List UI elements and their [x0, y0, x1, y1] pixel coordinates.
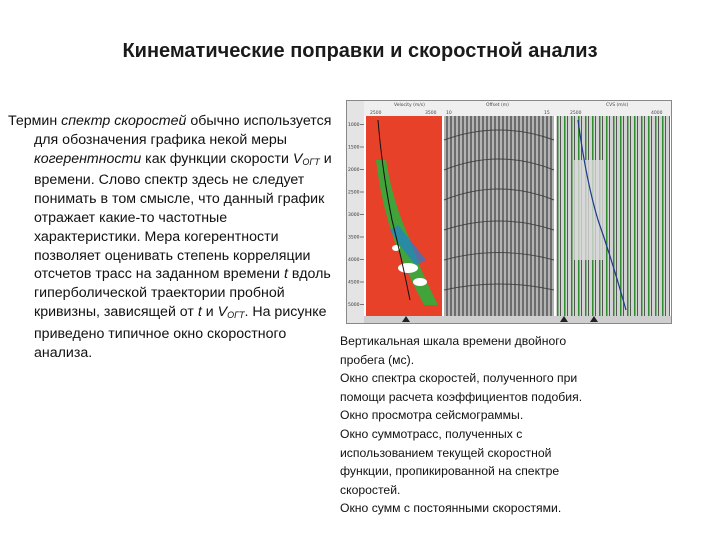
subscript-cdp: ОГТ [302, 156, 320, 167]
slide-title: Кинематические поправки и скоростной анализ [122, 40, 598, 62]
symbol-v: V [217, 303, 228, 320]
term-velocity-spectrum: спектр скоростей [61, 113, 187, 129]
x-tick-label: 2500 [370, 111, 382, 116]
y-tick-label: 2500 [348, 190, 360, 196]
caption-line: скоростей. [340, 482, 401, 497]
caption-line: использованием текущей скоростной [340, 445, 552, 460]
bottom-strip [364, 316, 672, 324]
text-run: Термин [8, 113, 62, 129]
x-tick-label: 15 [544, 111, 550, 116]
seismogram-panel [444, 116, 554, 316]
y-tick-label: 3000 [348, 213, 360, 218]
symbol-t: t [197, 303, 202, 320]
y-tick-label: 2000 [348, 168, 360, 173]
caption-line: Вертикальная шкала времени двойного [340, 334, 567, 348]
caption-line: Окно суммотрасс, полученных с [340, 426, 523, 441]
caption-line: Окно сумм с постоянными скоростями. [340, 501, 562, 516]
text-run: и [201, 303, 218, 320]
y-tick-label: 4000 [348, 258, 360, 263]
panel-title-gather: Offset (m) [486, 103, 509, 108]
y-tick-label: 3500 [348, 235, 360, 241]
y-tick-label: 1000 [348, 123, 360, 128]
x-tick-label: 2500 [570, 111, 582, 116]
term-coherence: когерентности [34, 150, 142, 167]
caption-line: Окно спектра скоростей, полученного при [340, 371, 578, 386]
body-paragraph [8, 112, 334, 362]
symbol-t: t [283, 266, 288, 283]
subscript-cdp: ОГТ [227, 309, 245, 320]
y-tick-label: 1500 [348, 145, 360, 151]
x-tick-label: 10 [446, 111, 452, 116]
panel-title-cvs: CVS (m/s) [606, 103, 629, 108]
x-tick-label: 3500 [425, 111, 437, 116]
text-run: . На рисунке приведено типичное окно скоростного анализа. [34, 303, 327, 361]
caption-line: помощи расчета коэффициентов подобия. [340, 389, 583, 404]
x-tick-label: 4000 [651, 111, 663, 116]
y-tick-label: 4500 [348, 280, 360, 286]
text-run: вдоль гиперболической траектории пробной кривизны, зависящей от [34, 266, 331, 320]
velocity-analysis-figure [346, 100, 672, 324]
symbol-v: V [292, 150, 303, 167]
cvs-panel [556, 116, 670, 316]
figure-caption [340, 332, 690, 518]
time-axis-strip [346, 100, 364, 324]
caption-line: функции, пропикированной на спектре [340, 464, 560, 479]
panel-title-spectrum: Velocity (m/s) [394, 103, 425, 108]
velocity-spectrum-panel [366, 116, 442, 316]
y-tick-label: 5000 [348, 303, 360, 308]
text-run: как функции скорости [141, 150, 293, 167]
caption-line: Окно просмотра сейсмограммы. [340, 408, 524, 423]
text-run: обычно используется для обозначения графика некой меры [34, 113, 332, 148]
caption-line: пробега (мс). [340, 352, 415, 367]
text-run: и времени. Слово спектр здесь не следует понимать в том смысле, что данный график отражает какие-то частотные характеристики. Мера когерентности позволяет оценивать степень корреляции отсчетов трасс на заданном времени [34, 150, 332, 283]
